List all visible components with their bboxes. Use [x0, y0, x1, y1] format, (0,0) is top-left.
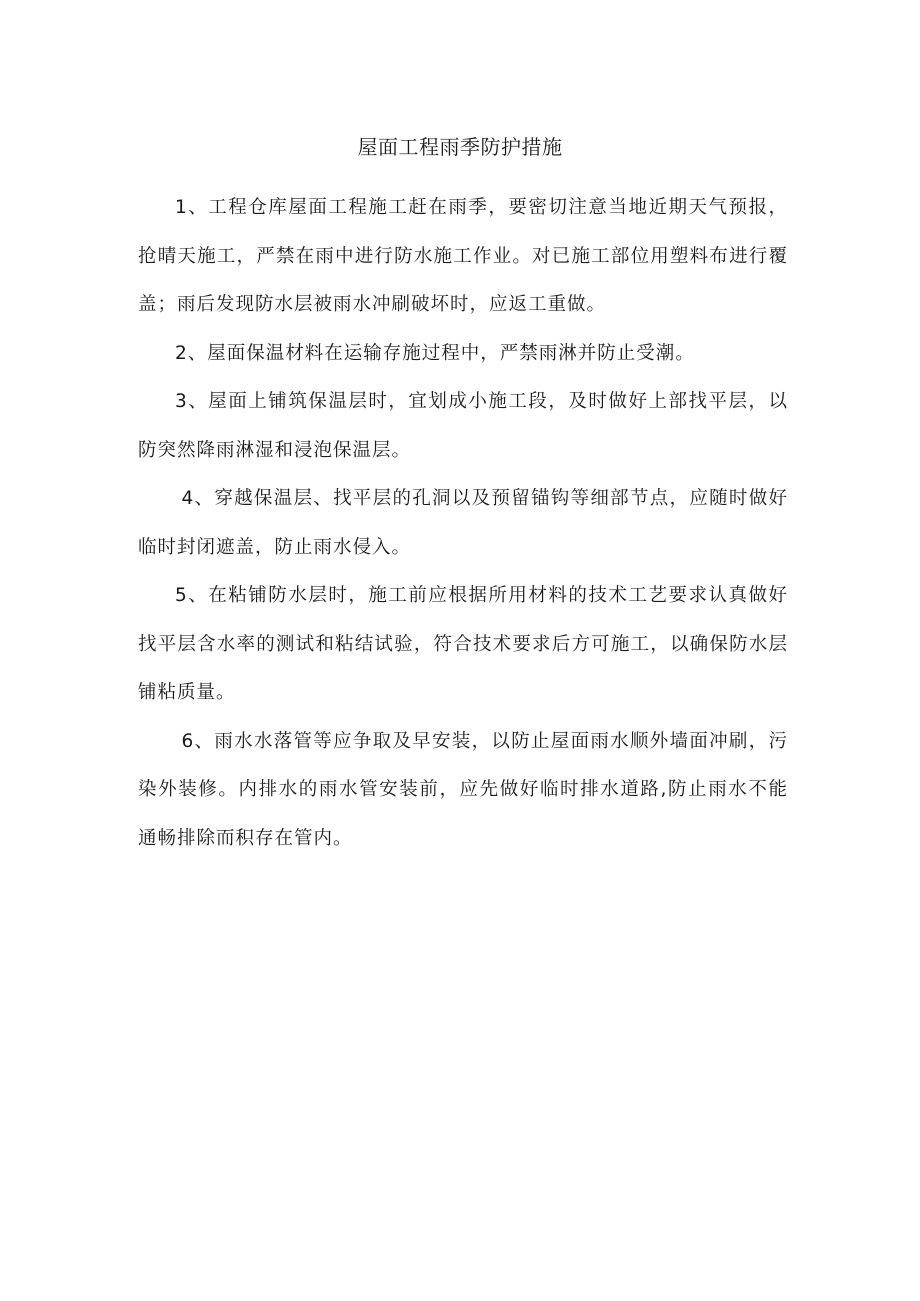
paragraph-3: 3、屋面上铺筑保温层时，宜划成小施工段，及时做好上部找平层，以防突然降雨淋湿和浸泡保温层。 — [138, 391, 788, 461]
paragraph-6: 6、雨水水落管等应争取及早安装，以防止屋面雨水顺外墙面冲刷，污染外装修。内排水的雨水管安装前，应先做好临时排水道路,防止雨水不能通畅排除而积存在管内。 — [138, 730, 788, 849]
document-title: 屋面工程雨季防护措施 — [357, 135, 563, 159]
paragraph-1: 1、工程仓库屋面工程施工赶在雨季，要密切注意当地近期天气预报，抢晴天施工，严禁在雨中进行防水施工作业。对已施工部位用塑料布进行覆盖；雨后发现防水层被雨水冲刷破坏时，应返工重做。 — [138, 197, 788, 315]
document-body — [138, 184, 788, 863]
paragraph-2: 2、屋面保温材料在运输存施过程中，严禁雨淋并防止受潮。 — [175, 342, 695, 364]
paragraph-5: 5、在粘铺防水层时，施工前应根据所用材料的技术工艺要求认真做好找平层含水率的测试和粘结试验，符合技术要求后方可施工，以确保防水层铺粘质量。 — [138, 585, 788, 703]
paragraph-4: 4、穿越保温层、找平层的孔洞以及预留锚钩等细部节点，应随时做好临时封闭遮盖，防止雨水侵入。 — [138, 488, 788, 558]
